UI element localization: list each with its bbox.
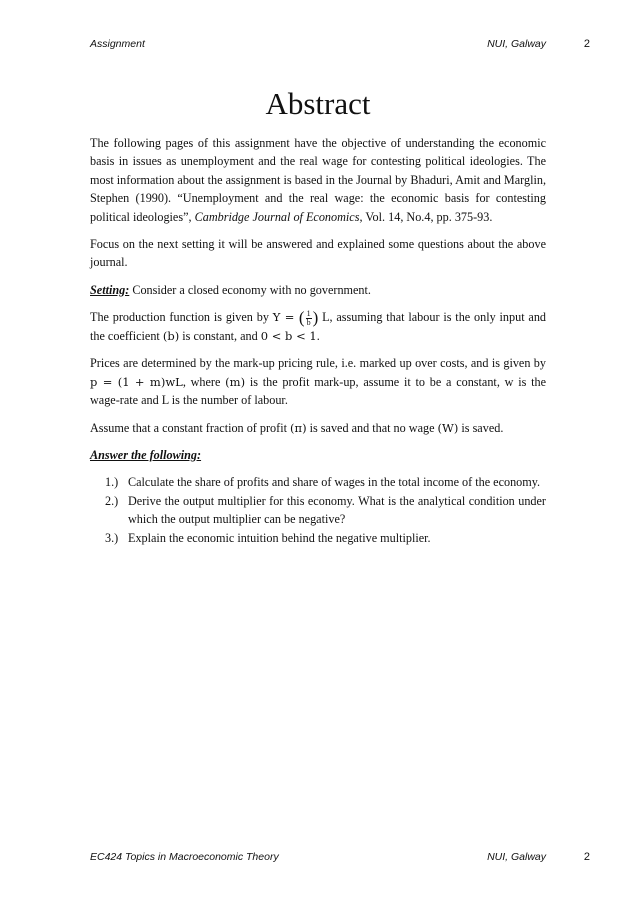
coefficient-inequality: 0 < b < 1 xyxy=(260,328,317,343)
intro-paragraph: The following pages of this assignment have the objective of understanding the economic basis in issues as unemployment and the real wage for contesting political ideologies. The most information about the assignment is based in the Journal by Bhaduri, Amit and Marglin, Stephen (1990). “Unemployment and the real wage: the economic basis for contesting political ideologies”, Cambridge Journal of Economics, Vol. 14, No.4, pp. 375-93. xyxy=(90,136,546,224)
journal-name: Cambridge Journal of Economics, xyxy=(194,209,363,224)
fraction-one-over-b: $\frac{1}{b}$ xyxy=(306,308,311,327)
setting-paragraph: Setting: Consider a closed economy with no government. xyxy=(90,282,371,297)
list-item: 1.) Calculate the share of profits and share of wages in the total income of the economy. xyxy=(105,475,541,490)
page-content xyxy=(90,84,546,547)
footer-right: NUI, Galway xyxy=(487,851,546,863)
footer-left: EC424 Topics in Macroeconomic Theory xyxy=(90,851,279,863)
header-page-number: 2 xyxy=(583,38,590,50)
prices-paragraph: Prices are determined by the mark-up pricing rule, i.e. marked up over costs, and is given by p = (1 + m)wL, where (m) is the profit mark-up, assume it to be a constant, w is the wage-rate and L is the number of labour. xyxy=(90,356,546,408)
header-right: NUI, Galway xyxy=(487,38,546,50)
list-item: 3.) Explain the economic intuition behind the negative multiplier. xyxy=(105,530,431,545)
assumption-paragraph: Assume that a constant fraction of profit (π) is saved and that no wage (W) is saved. xyxy=(90,420,504,435)
production-paragraph: The production function is given by Y = ( $\frac{1}{b}$ ) L, assuming that labour is the only input and the coefficient (b) is constant, and 0 < b < 1. xyxy=(90,308,547,343)
page-footer xyxy=(90,851,592,867)
question-list xyxy=(90,473,546,547)
price-equation: p = (1 + m)wL xyxy=(90,374,183,389)
answer-heading: Answer the following: xyxy=(90,447,202,462)
page-title: Abstract xyxy=(265,86,371,121)
footer-page-number: 2 xyxy=(583,851,590,863)
focus-paragraph: Focus on the next setting it will be answered and explained some questions about the above journal. xyxy=(90,237,546,270)
header-left: Assignment xyxy=(90,38,145,50)
production-equation: Y = xyxy=(272,310,299,325)
setting-label: Setting: xyxy=(90,282,130,297)
page-header xyxy=(90,38,592,54)
list-item: 2.) Derive the output multiplier for this economy. What is the analytical condition under which the output multiplier can be negative? xyxy=(105,493,546,527)
